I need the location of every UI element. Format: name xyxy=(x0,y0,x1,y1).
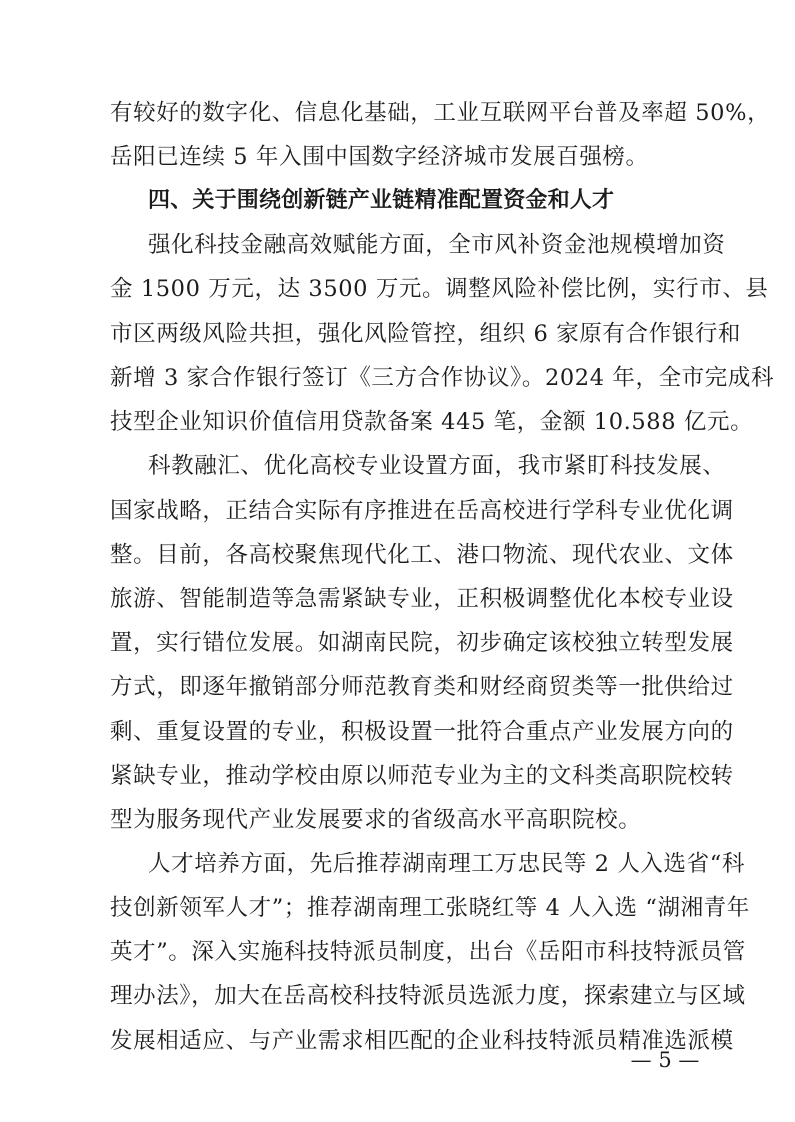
body-line: 剩、重复设置的专业，积极设置一批符合重点产业发展方向的 xyxy=(110,719,734,745)
page-number: — 5 — xyxy=(630,1048,700,1072)
body-line: 整。目前，各高校聚焦现代化工、港口物流、现代农业、文体 xyxy=(110,542,734,568)
body-line: 理办法》，加大在岳高校科技特派员选派力度，探索建立与区域 xyxy=(110,983,746,1009)
body-line: 新增 3 家合作银行签订《三方合作协议》。2024 年，全市完成科 xyxy=(110,365,775,391)
body-line: 国家战略，正结合实际有序推进在岳高校进行学科专业优化调 xyxy=(110,498,734,524)
body-line: 金 1500 万元，达 3500 万元。调整风险补偿比例，实行市、县 xyxy=(110,276,769,302)
body-line: 发展相适应、与产业需求相匹配的企业科技特派员精准选派模 xyxy=(110,1028,734,1054)
paragraph-first-line: 人才培养方面，先后推荐湖南理工万忠民等 2 人入选省“科 xyxy=(148,851,745,877)
body-line: 型为服务现代产业发展要求的省级高水平高职院校。 xyxy=(110,807,642,833)
body-line: 技创新领军人才”；推荐湖南理工张晓红等 4 人入选 “湖湘青年 xyxy=(110,895,750,921)
section-heading: 四、关于围绕创新链产业链精准配置资金和人才 xyxy=(148,188,615,213)
paragraph-first-line: 科教融汇、优化高校专业设置方面，我市紧盯科技发展、 xyxy=(148,453,726,479)
body-line: 岳阳已连续 5 年入围中国数字经济城市发展百强榜。 xyxy=(110,144,649,170)
body-line: 置，实行错位发展。如湖南民院，初步确定该校独立转型发展 xyxy=(110,630,734,656)
body-line: 方式，即逐年撤销部分师范教育类和财经商贸类等一批供给过 xyxy=(110,674,734,700)
paragraph-first-line: 强化科技金融高效赋能方面，全市风补资金池规模增加资 xyxy=(148,232,726,258)
body-line: 市区两级风险共担，强化风险管控，组织 6 家原有合作银行和 xyxy=(110,321,742,347)
body-line: 技型企业知识价值信用贷款备案 445 笔，金额 10.588 亿元。 xyxy=(110,409,754,435)
body-line: 英才”。深入实施科技特派员制度，出台《岳阳市科技特派员管 xyxy=(110,939,746,965)
body-line: 有较好的数字化、信息化基础，工业互联网平台普及率超 50%， xyxy=(110,100,771,126)
body-line: 旅游、智能制造等急需紧缺专业，正积极调整优化本校专业设 xyxy=(110,586,734,612)
body-line: 紧缺专业，推动学校由原以师范专业为主的文科类高职院校转 xyxy=(110,763,734,789)
